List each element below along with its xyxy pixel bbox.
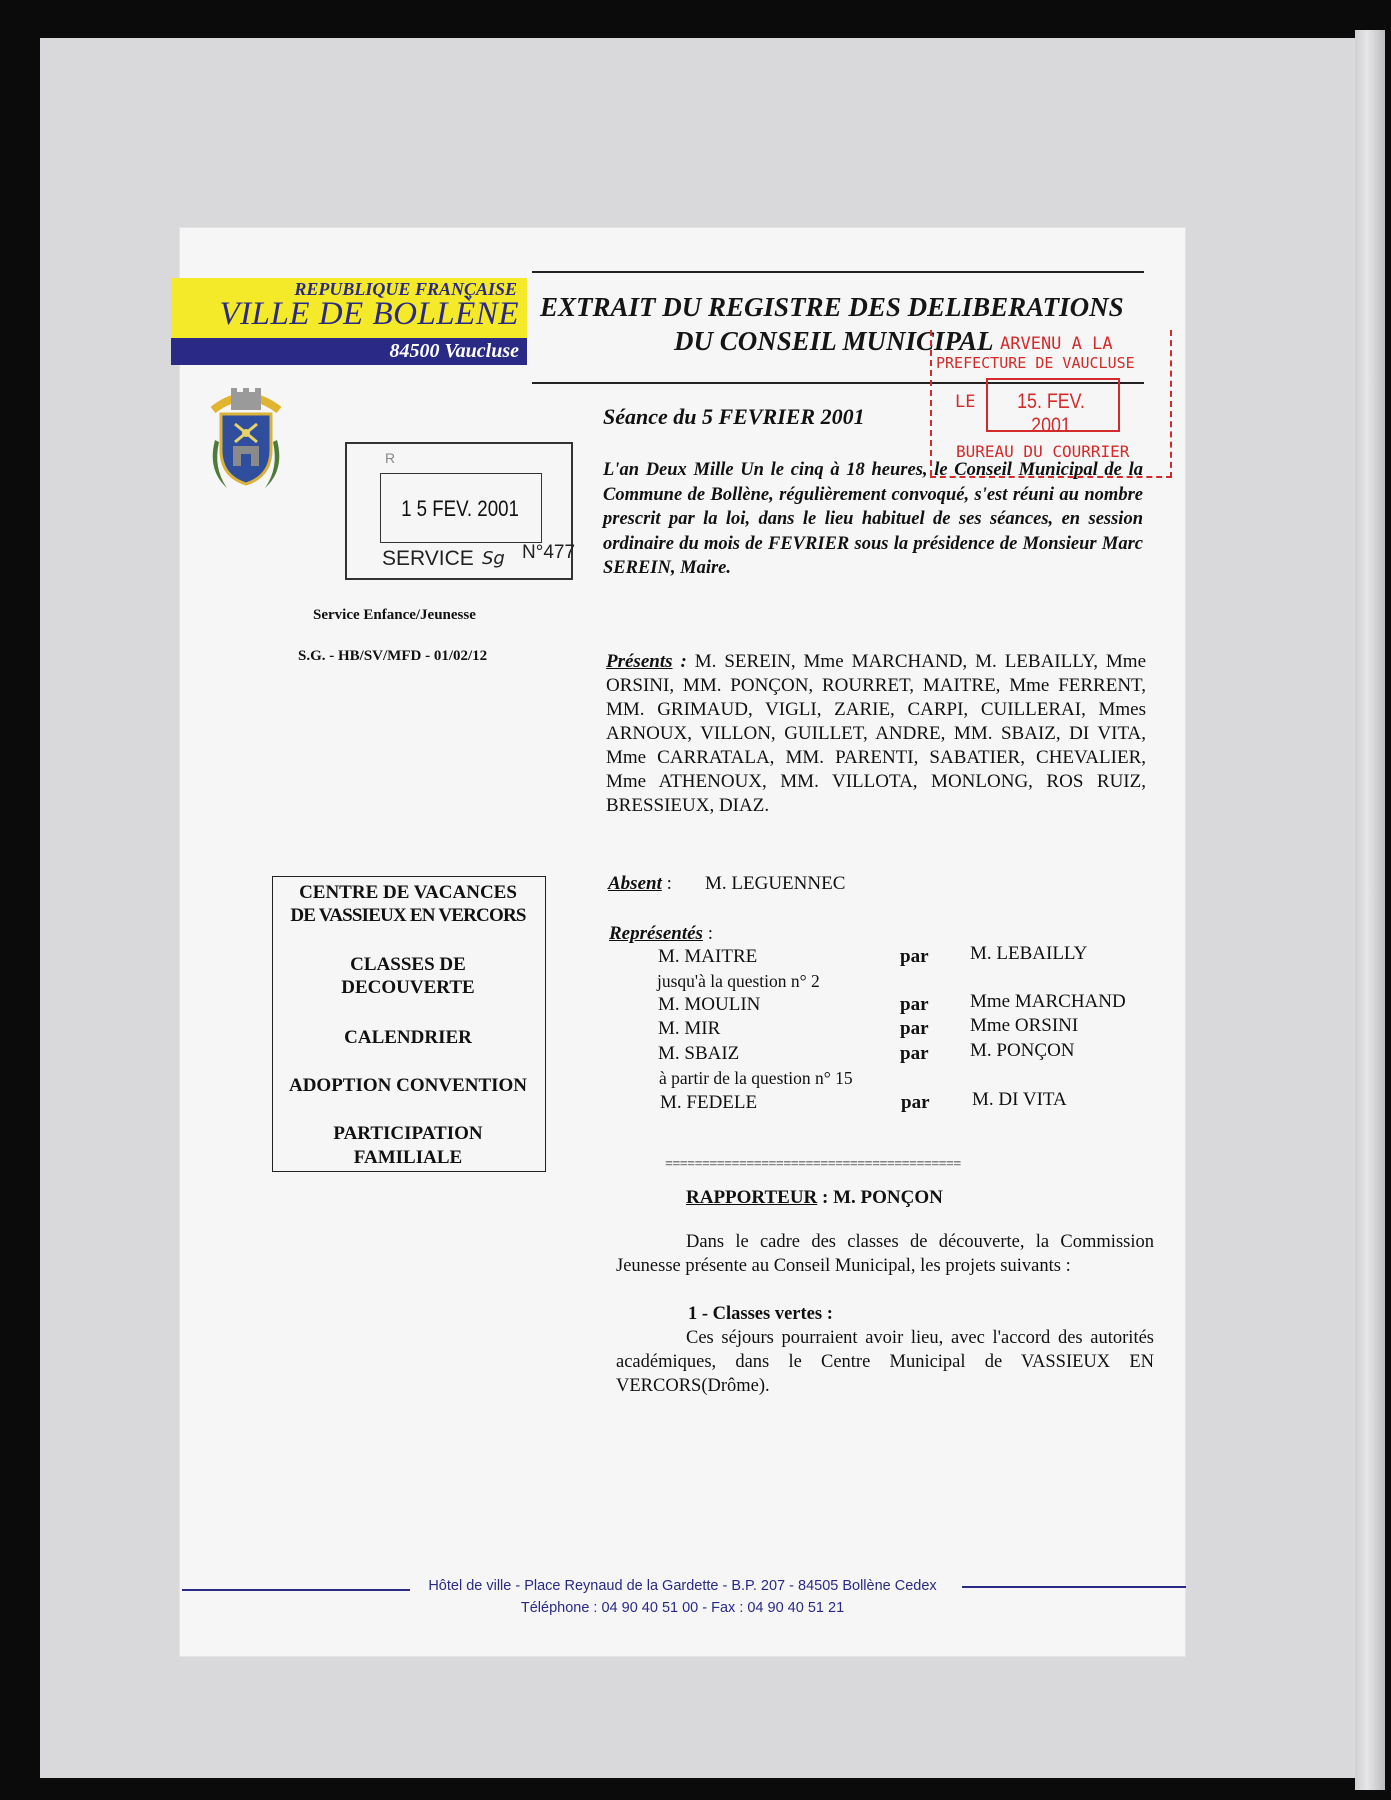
prefecture-stamp-line1: ARVENU A LA bbox=[1000, 334, 1113, 354]
subject-line-4: DECOUVERTE bbox=[341, 977, 475, 998]
subject-line-2: DE VASSIEUX EN VERCORS bbox=[290, 905, 526, 926]
rep-row-3-by: Mme ORSINI bbox=[970, 1015, 1079, 1036]
document-subtitle: DU CONSEIL MUNICIPAL bbox=[674, 326, 994, 356]
footer-phone: Téléphone : 04 90 40 51 00 - Fax : 04 90 40 51 21 bbox=[520, 1600, 845, 1616]
representes-heading: Représentés : bbox=[609, 923, 713, 944]
footer-address: Hôtel de ville - Place Reynaud de la Gardette - B.P. 207 - 84505 Bollène Cedex bbox=[428, 1578, 937, 1594]
service-stamp-number: N°477 bbox=[522, 542, 576, 563]
session-date: Séance du 5 FEVRIER 2001 bbox=[603, 404, 865, 429]
city-name: VILLE DE BOLLÈNE bbox=[219, 296, 519, 332]
rep-row-1-who: M. MAITRE bbox=[658, 946, 758, 967]
prefecture-stamp-bureau: BUREAU DU COURRIER bbox=[956, 442, 1130, 461]
rep-row-3-who: M. MIR bbox=[658, 1018, 721, 1039]
prefecture-stamp-date: 15. FEV. 2001 bbox=[1017, 390, 1085, 437]
document-title: EXTRAIT DU REGISTRE DES DELIBERATIONS bbox=[540, 292, 1124, 322]
rapporteur bbox=[686, 1186, 943, 1210]
absent-paragraph: Absent : bbox=[608, 873, 672, 894]
rep-row-4-note: à partir de la question n° 15 bbox=[659, 1068, 853, 1088]
subject-line-5: CALENDRIER bbox=[344, 1027, 472, 1048]
rep-row-3-par: par bbox=[900, 1018, 929, 1039]
rep-row-1-par: par bbox=[900, 946, 929, 967]
subject-line-6: ADOPTION CONVENTION bbox=[288, 1075, 528, 1096]
subject-line-7: PARTICIPATION bbox=[333, 1123, 483, 1144]
service-stamp-label: SERVICE bbox=[382, 547, 474, 570]
absent-name: M. LEGUENNEC bbox=[705, 873, 846, 894]
rep-row-2-by: Mme MARCHAND bbox=[970, 991, 1126, 1012]
subject-line-3: CLASSES DE bbox=[350, 954, 466, 975]
rep-row-4-par: par bbox=[900, 1043, 929, 1064]
binder-edge bbox=[1355, 30, 1385, 1790]
representes-label: Représentés bbox=[609, 923, 703, 944]
subject-line-1: CENTRE DE VACANCES bbox=[299, 882, 517, 903]
rep-row-2-who: M. MOULIN bbox=[658, 994, 761, 1015]
prefecture-stamp-le: LE bbox=[955, 392, 976, 412]
rep-row-5-who: M. FEDELE bbox=[660, 1092, 758, 1113]
service-stamp-date: 1 5 FEV. 2001 bbox=[401, 496, 519, 521]
rep-row-2-par: par bbox=[900, 994, 929, 1015]
rep-row-1-by: M. LEBAILLY bbox=[970, 943, 1088, 964]
rep-row-4-by: M. PONÇON bbox=[970, 1040, 1075, 1061]
service-stamp-handwritten: Sg bbox=[482, 548, 505, 569]
presents-label: Présents bbox=[606, 651, 673, 672]
body-heading-1: 1 - Classes vertes : bbox=[688, 1304, 833, 1324]
service-name: Service Enfance/Jeunesse bbox=[313, 607, 476, 623]
service-stamp-top: R bbox=[385, 450, 396, 466]
prefecture-stamp-line2: PREFECTURE DE VAUCLUSE bbox=[936, 354, 1135, 372]
rep-row-5-par: par bbox=[901, 1092, 930, 1113]
presents-paragraph: Présents : M. SEREIN, Mme MARCHAND, M. LEBAILLY, Mme ORSINI, MM. PONÇON, ROURRET, MAITRE, Mme FERRENT, MM. GRIMAUD, VIGLI, ZARIE, CARPI, CUILLERAI, Mmes ARNOUX, VILLON, GUILLET, ANDRE, MM. SBAIZ, DI VITA, Mme CARRATALA, MM. PARENTI, SABATIER, CHEVALIER, Mme ATHENOUX, MM. VILLOTA, MONLONG, ROS RUIZ, BRESSIEUX, DIAZ. bbox=[606, 651, 1147, 816]
session-intro: L'an Deux Mille Un le cinq à 18 heures, le Conseil Municipal de la Commune de Bollène, régulièrement convoqué, s'est réuni au nombre prescrit par la loi, dans le lieu habituel de ses séances, en session ordinaire du mois de FEVRIER sous la présidence de Monsieur Marc SEREIN, Maire. bbox=[603, 460, 1143, 578]
rapporteur-name: : M. PONÇON bbox=[822, 1187, 943, 1208]
rep-row-4-who: M. SBAIZ bbox=[658, 1043, 740, 1064]
body-paragraph-2: Ces séjours pourraient avoir lieu, avec l'accord des autorités académiques, dans le Centre Municipal de VASSIEUX EN VERCORS(Drôme). bbox=[616, 1328, 1154, 1396]
header-rule-top bbox=[532, 271, 1144, 273]
reference: S.G. - HB/SV/MFD - 01/02/12 bbox=[298, 648, 488, 664]
bollene-coat-of-arms-icon bbox=[205, 380, 287, 496]
presents-list: M. SEREIN, Mme MARCHAND, M. LEBAILLY, Mme ORSINI, MM. PONÇON, ROURRET, MAITRE, Mme FERRENT, MM. GRIMAUD, VIGLI, ZARIE, CARPI, CUILLERAI, Mmes ARNOUX, VILLON, GUILLET, ANDRE, MM. SBAIZ, DI VITA, Mme CARRATALA, MM. PARENTI, SABATIER, CHEVALIER, Mme ATHENOUX, MM. VILLOTA, MONLONG, ROS RUIZ, BRESSIEUX, DIAZ. bbox=[606, 651, 1147, 816]
body-paragraph-1: Dans le cadre des classes de découverte, la Commission Jeunesse présente au Conseil Municipal, les projets suivants : bbox=[616, 1232, 1154, 1276]
subject-line-8: FAMILIALE bbox=[353, 1147, 463, 1168]
absent-label: Absent bbox=[608, 873, 662, 894]
republique-label: REPUBLIQUE FRANÇAISE bbox=[294, 279, 517, 299]
department-label: 84500 Vaucluse bbox=[389, 340, 519, 362]
rep-row-5-by: M. DI VITA bbox=[972, 1089, 1067, 1110]
separator-line: ======================================== bbox=[665, 1157, 961, 1172]
rep-row-1-note: jusqu'à la question n° 2 bbox=[657, 971, 820, 991]
rapporteur-label: RAPPORTEUR bbox=[686, 1187, 818, 1208]
prefecture-stamp-left-edge bbox=[930, 330, 934, 476]
